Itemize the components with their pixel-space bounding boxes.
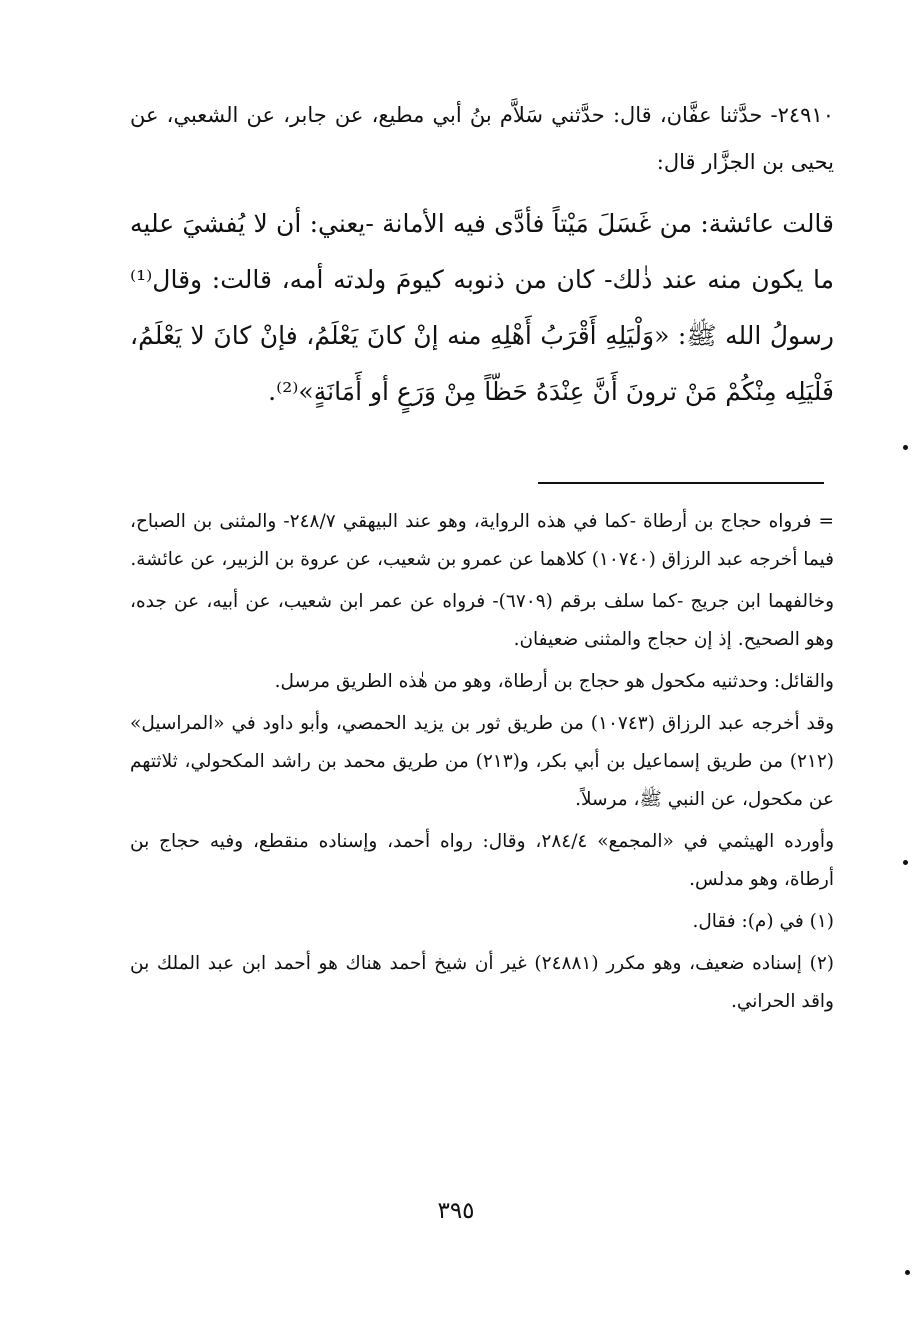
margin-dot-mark [905,1270,910,1275]
footnote-paragraph: وقد أخرجه عبد الرزاق (١٠٧٤٣) من طريق ثور بن يزيد الحمصي، وأبو داود في «المراسيل» (٢١٢) من طريق إسماعيل بن أبي بكر، و(٢١٣) من طريق محمد بن راشد المكحولي، ثلاثتهم عن مكحول، عن النبي ﷺ، مرسلاً. [130,713,834,810]
footnote-paragraph: وأورده الهيثمي في «المجمع» ٢٨٤/٤، وقال: رواه أحمد، وإسناده منقطع، وفيه حجاج بن أرطاة، وهو مدلس. [130,831,835,890]
margin-dot-mark [903,445,908,450]
footnote-paragraph: والقائل: وحدثنيه مكحول هو حجاج بن أرطاة، وهو من هٰذه الطريق مرسل. [274,671,834,692]
page-number: ٣٩٥ [437,1198,475,1224]
hadith-isnad: ٢٤٩١٠- حدَّثنا عفَّان، قال: حدَّثني سَلاَّم بنُ أبي مطيع، عن جابر، عن الشعبي، عن يحيى بن الجزَّار قال: [130,103,834,174]
footnote-1: (١) في (م): فقال. [692,911,834,932]
footnote-continuation: = فرواه حجاج بن أرطاة -كما في هذه الرواية، وهو عند البيهقي ٢٤٨/٧- والمثنى بن الصباح، فيما أخرجه عبد الرزاق (١٠٧٤٠) كلاهما عن عمرو بن شعيب، عن عروة بن الزبير، عن عائشة. [130,511,834,570]
footnotes [130,503,834,1025]
footnote-2: (٢) إسناده ضعيف، وهو مكرر (٢٤٨٨١) غير أن شيخ أحمد هناك هو أحمد ابن عبد الملك بن واقد الحراني. [130,953,835,1012]
hadith-block [130,92,834,420]
footnote-separator [538,482,824,484]
footnote-paragraph: وخالفهما ابن جريج -كما سلف برقم (٦٧٠٩)- فرواه عن عمر ابن شعيب، عن أبيه، عن جده، وهو الصحيح. إذ إن حجاج والمثنى ضعيفان. [130,591,834,650]
margin-dot-mark [903,860,908,865]
hadith-matn: قالت عائشة: من غَسَلَ مَيْتاً فأدَّى فيه الأمانة -يعني: أن لا يُفشيَ عليه ما يكون منه عند ذٰلك- كان من ذنوبه كيومَ ولدته أمه، قالت: وقال⁽¹⁾ رسولُ الله ﷺ: «وَلْيَلِهِ أَقْرَبُ أَهْلِهِ منه إنْ كانَ يَعْلَمُ، فإنْ كانَ لا يَعْلَمُ، فَلْيَلِه مِنْكُمْ مَنْ ترونَ أَنَّ عِنْدَهُ حَظّاً مِنْ وَرَعٍ أو أَمَانَةٍ»⁽²⁾. [130,209,834,406]
